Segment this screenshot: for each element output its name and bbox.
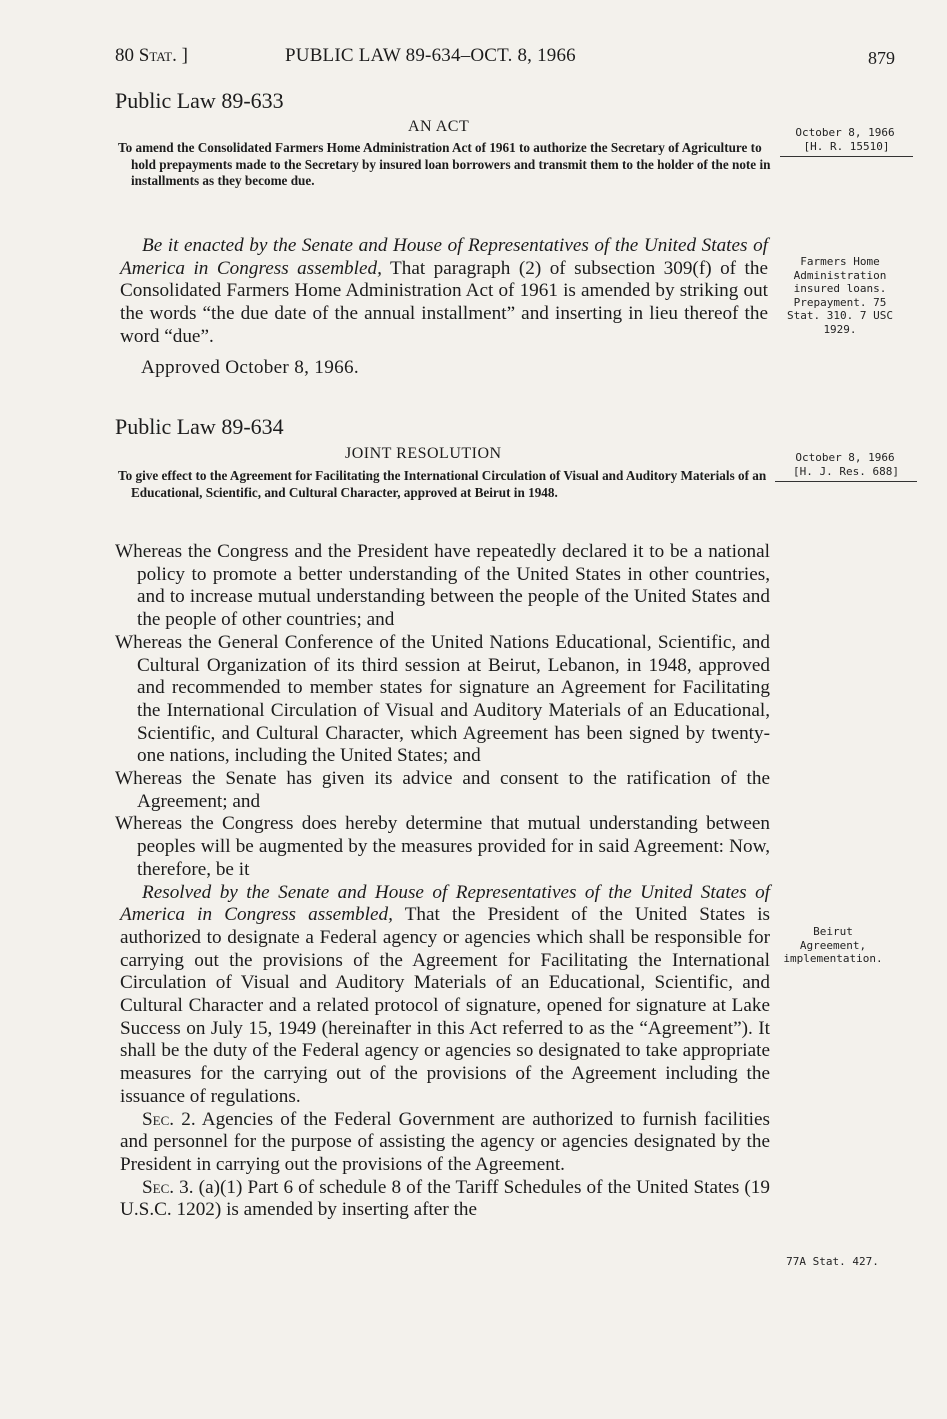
resolution-purpose: To give effect to the Agreement for Facilitating the International Circulation of Visual and Auditory Materials of an Educational, Scientific, and Cultural Character, approved at Beirut in 1948.	[118, 468, 767, 500]
sec2-label: Sec. 2.	[142, 1108, 196, 1130]
enacting-italic: Be it enacted by the Senate and House of Representatives of the United States of America in Congress assembled,	[120, 235, 768, 279]
resolved-text: That the President of the United States is authorized to designate a Federal agency or agencies which shall be responsible for carrying out the provisions of the Agreement for Facilitating the International Circulation of Visual and Auditory Materials of an Educational, Scientific, and Cultural Character and a related protocol of signature, opened for signature at Lake Success on July 15, 1949 (hereinafter in this Act referred to as the “Agreement”). It shall be the duty of the Federal agency or agencies so designated to take appropriate measures for the carrying out of the provisions of the Agreement including the issuance of regulations.	[120, 904, 770, 1107]
joint-resolution-label: JOINT RESOLUTION	[345, 445, 502, 462]
approved-date: Approved October 8, 1966.	[141, 357, 359, 378]
whereas-clause: Whereas the Congress does hereby determine that mutual understanding between peoples will be augmented by the measures provided for in said Agreement: Now, therefore, be it	[115, 813, 770, 880]
side-bill-1: [H. R. 15510]	[780, 140, 913, 158]
stat-volume: 80	[115, 45, 139, 66]
side-date-1: October 8, 1966 [H. R. 15510]	[785, 126, 905, 157]
resolving-clause	[120, 882, 770, 1109]
side-note-stat-427: 77A Stat. 427.	[786, 1255, 879, 1268]
resolved-italic: Resolved by the Senate and House of Representatives of the United States of America in Congress assembled,	[120, 881, 770, 926]
section-3	[120, 1177, 770, 1222]
resolution-body	[115, 541, 770, 1222]
page-number: 879	[868, 48, 895, 68]
whereas-clause: Whereas the Senate has given its advice and consent to the ratification of the Agreement; and	[115, 768, 770, 812]
side-note-beirut: Beirut Agreement, implementation.	[783, 925, 883, 965]
side-bill-2: [H. J. Res. 688]	[775, 465, 917, 483]
stat-word: Stat.	[138, 45, 177, 66]
side-date-2: October 8, 1966 [H. J. Res. 688]	[785, 451, 905, 482]
sec2-text: Agencies of the Federal Government are authorized to furnish facilities and personnel for the purpose of assisting the agency or agencies designated by the President in carrying out the provisions of the Agreement.	[120, 1108, 770, 1175]
running-header: PUBLIC LAW 89-634–OCT. 8, 1966	[285, 45, 576, 66]
stat-reference	[115, 45, 188, 67]
act-label: AN ACT	[408, 118, 470, 135]
enacting-text: That paragraph (2) of subsection 309(f) of the Consolidated Farmers Home Administration Act of 1961 is amended by striking out the words “the due date of the annual installment” and inserting in lieu thereof the word “due”.	[120, 257, 768, 347]
law-title-89-633: Public Law 89-633	[115, 88, 284, 113]
side-note-farmers: Farmers Home Administration insured loans. Prepayment. 75 Stat. 310. 7 USC 1929.	[787, 255, 893, 336]
whereas-clause: Whereas the Congress and the President have repeatedly declared it to be a national policy to promote a better understanding of the United States in other countries, and to increase mutual understanding between the people of the United States and the people of other countries; and	[115, 541, 770, 631]
sec3-label: Sec. 3.	[142, 1176, 194, 1198]
enacting-clause	[120, 235, 768, 349]
sec3-text: (a)(1) Part 6 of schedule 8 of the Tariff Schedules of the United States (19 U.S.C. 1202) is amended by inserting after the	[120, 1176, 770, 1221]
act-purpose: To amend the Consolidated Farmers Home Administration Act of 1961 to authorize the Secretary of Agriculture to hold prepayments made to the Secretary by insured loan borrowers and transmit them to the holder of the note in installments as they become due.	[118, 140, 771, 188]
whereas-clause: Whereas the General Conference of the United Nations Educational, Scientific, and Cultural Organization of its third session at Beirut, Lebanon, in 1948, approved and recommended to member states for signature an Agreement for Facilitating the International Circulation of Visual and Auditory Materials of an Educational, Scientific, and Cultural Character, which Agreement has been signed by twenty-one nations, including the United States; and	[115, 631, 770, 767]
law-title-89-634: Public Law 89-634	[115, 414, 284, 439]
stat-bracket: ]	[176, 45, 188, 66]
section-2	[120, 1109, 770, 1177]
